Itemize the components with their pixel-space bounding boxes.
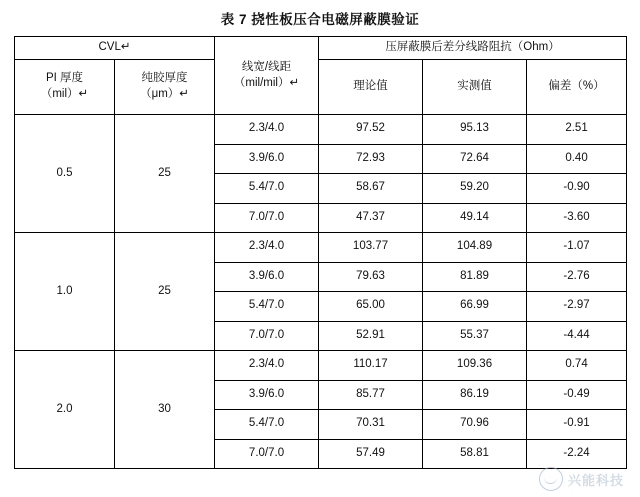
cell-deviation: -3.60 [527, 203, 627, 233]
cell-theory: 79.63 [319, 262, 423, 292]
cell-deviation: -2.97 [527, 292, 627, 322]
header-glue-line1: 纯胶厚度 [141, 72, 188, 85]
cell-deviation: 2.51 [527, 115, 627, 145]
cell-measured: 95.13 [423, 115, 527, 145]
header-pi-thickness [15, 60, 115, 115]
cell-deviation: -0.49 [527, 380, 627, 410]
header-measured-value: 实测值 [423, 60, 527, 115]
header-trace-line2: （mil/mil）↵ [233, 76, 300, 89]
cell-deviation: 0.74 [527, 351, 627, 381]
cell-theory: 97.52 [319, 115, 423, 145]
cell-trace: 2.3/4.0 [215, 351, 319, 381]
watermark-text: 兴能科技 [567, 472, 624, 488]
cell-measured: 59.20 [423, 174, 527, 204]
table-row [15, 351, 627, 381]
table-header-row-group [15, 37, 627, 60]
cell-deviation: 0.40 [527, 144, 627, 174]
header-deviation: 偏差（%） [527, 60, 627, 115]
brand-logo-icon [539, 467, 563, 491]
cell-theory: 85.77 [319, 380, 423, 410]
cell-trace: 7.0/7.0 [215, 321, 319, 351]
cell-deviation: -2.24 [527, 439, 627, 469]
header-trace-width-spacing [215, 37, 319, 115]
cell-measured: 72.64 [423, 144, 527, 174]
cell-trace: 5.4/7.0 [215, 292, 319, 322]
cell-theory: 47.37 [319, 203, 423, 233]
cell-trace: 2.3/4.0 [215, 233, 319, 263]
cell-theory: 70.31 [319, 410, 423, 440]
cell-measured: 81.89 [423, 262, 527, 292]
cell-theory: 72.93 [319, 144, 423, 174]
cell-trace: 3.9/6.0 [215, 380, 319, 410]
cell-trace: 5.4/7.0 [215, 410, 319, 440]
header-pi-line2: （mil）↵ [40, 88, 89, 100]
cell-pi-thickness: 0.5 [15, 115, 115, 233]
table-caption: 表 7 挠性板压合电磁屏蔽膜验证 [220, 12, 420, 27]
cell-measured: 66.99 [423, 292, 527, 322]
cell-measured: 104.89 [423, 233, 527, 263]
cell-deviation: -1.07 [527, 233, 627, 263]
cell-theory: 57.49 [319, 439, 423, 469]
header-impedance-group: 压屏蔽膜后差分线路阻抗（Ohm） [319, 37, 627, 60]
cell-pi-thickness: 2.0 [15, 351, 115, 469]
cell-theory: 103.77 [319, 233, 423, 263]
cell-deviation: -0.90 [527, 174, 627, 204]
cell-trace: 3.9/6.0 [215, 144, 319, 174]
cell-glue-thickness: 25 [115, 233, 215, 351]
cell-glue-thickness: 25 [115, 115, 215, 233]
watermark [539, 467, 624, 491]
cell-deviation: -0.91 [527, 410, 627, 440]
cell-glue-thickness: 30 [115, 351, 215, 469]
cell-measured: 58.81 [423, 439, 527, 469]
header-glue-thickness [115, 60, 215, 115]
table-row [15, 115, 627, 145]
table-header-row-columns [15, 60, 627, 115]
header-cvl-group: CVL↵ [15, 37, 215, 60]
cell-measured: 49.14 [423, 203, 527, 233]
cell-measured: 55.37 [423, 321, 527, 351]
cell-pi-thickness: 1.0 [15, 233, 115, 351]
header-trace-line1: 线宽/线距 [241, 60, 292, 73]
validation-table [14, 36, 627, 469]
header-pi-line1: PI 厚度 [45, 72, 84, 85]
header-theory-value: 理论值 [319, 60, 423, 115]
cell-trace: 3.9/6.0 [215, 262, 319, 292]
cell-deviation: -2.76 [527, 262, 627, 292]
cell-measured: 109.36 [423, 351, 527, 381]
table-row [15, 233, 627, 263]
cell-trace: 5.4/7.0 [215, 174, 319, 204]
cell-measured: 70.96 [423, 410, 527, 440]
cell-trace: 7.0/7.0 [215, 439, 319, 469]
cell-deviation: -4.44 [527, 321, 627, 351]
header-glue-line2: （μm）↵ [140, 88, 189, 100]
cell-theory: 110.17 [319, 351, 423, 381]
cell-theory: 65.00 [319, 292, 423, 322]
cell-measured: 86.19 [423, 380, 527, 410]
cell-trace: 2.3/4.0 [215, 115, 319, 145]
cell-theory: 58.67 [319, 174, 423, 204]
cell-theory: 52.91 [319, 321, 423, 351]
cell-trace: 7.0/7.0 [215, 203, 319, 233]
